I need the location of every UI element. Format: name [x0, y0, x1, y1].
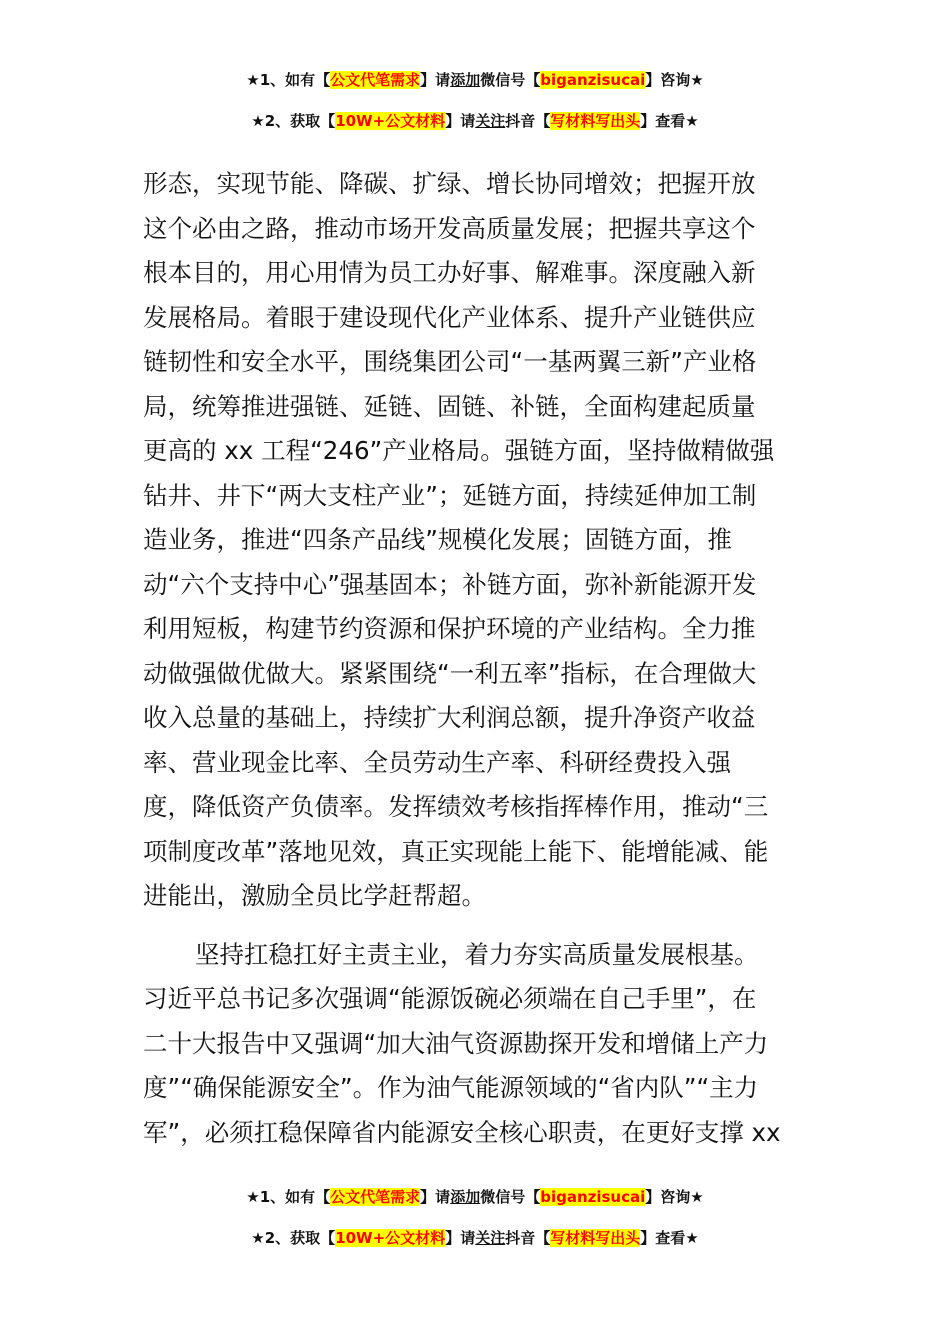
text-line: 动做强做优做大。紧紧围绕“一利五率”指标，在合理做大	[143, 658, 757, 688]
text-line: 度”“确保能源安全”。作为油气能源领域的“省内队”“主力	[143, 1073, 759, 1102]
promo-text: 】查看★	[640, 112, 699, 130]
footer-promo-line-1	[0, 1187, 950, 1207]
text-line: 动“六个支持中心”强基固本；补链方面，弥补新能源开发	[143, 569, 757, 599]
text-line: 更高的 xx 工程“246”产业格局。强链方面，坚持做精做强	[143, 436, 775, 465]
promo-text: 微信号【	[480, 1188, 541, 1206]
header-promo-line-2	[0, 111, 950, 131]
text-line: 利用短板，构建节约资源和保护环境的产业结构。全力推	[143, 614, 756, 643]
promo-highlight: 10W+公文材料	[335, 112, 446, 130]
text-line: 习近平总书记多次强调“能源饭碗必须端在自己手里”，在	[143, 984, 757, 1013]
promo-text: 】请	[420, 71, 451, 89]
promo-text: ★1、如有【	[246, 71, 331, 89]
text-line: 钻井、井下“两大支柱产业”；延链方面，持续延伸加工制	[143, 480, 757, 510]
text-line: 项制度改革”落地见效，真正实现能上能下、能增能减、能	[143, 836, 769, 866]
paragraph-2	[143, 933, 808, 1156]
promo-text: 】请	[445, 112, 476, 130]
promo-underlined: 关注	[475, 1229, 506, 1247]
promo-text: 】请	[420, 1188, 451, 1206]
text-line: 这个必由之路，推动市场开发高质量发展；把握共享这个	[143, 213, 756, 243]
text-line: 率、营业现金比率、全员劳动生产率、科研经费投入强	[143, 747, 731, 777]
text-line: 链韧性和安全水平，围绕集团公司“一基两翼三新”产业格	[143, 347, 757, 376]
text-line: 坚持扛稳扛好主责主业，着力夯实高质量发展根基。	[195, 939, 759, 969]
promo-text: 】查看★	[640, 1229, 699, 1247]
promo-underlined: 添加	[450, 71, 481, 89]
text-line: 二十大报告中又强调“加大油气资源勘探开发和增储上产力	[143, 1028, 769, 1058]
document-body	[143, 162, 808, 1155]
promo-highlight: 写材料写出头	[550, 1229, 641, 1247]
promo-text: 】咨询★	[645, 1188, 704, 1206]
promo-text: 】请	[445, 1229, 476, 1247]
promo-text: 微信号【	[480, 71, 541, 89]
promo-highlight: 公文代笔需求	[330, 71, 421, 89]
promo-text: ★2、获取【	[251, 112, 336, 130]
text-line: 发展格局。着眼于建设现代化产业体系、提升产业链供应	[143, 302, 756, 332]
paragraph-1	[143, 162, 808, 919]
promo-highlight: 10W+公文材料	[335, 1229, 446, 1247]
promo-underlined: 关注	[475, 112, 506, 130]
promo-text: 抖音【	[505, 1229, 551, 1247]
promo-highlight: biganzisucai	[540, 1188, 646, 1206]
footer-promo-line-2	[0, 1228, 950, 1248]
text-line: 造业务，推进“四条产品线”规模化发展；固链方面，推	[143, 525, 732, 554]
text-line: 军”，必须扛稳保障省内能源安全核心职责，在更好支撑 xx	[143, 1117, 781, 1147]
promo-highlight: 写材料写出头	[550, 112, 641, 130]
promo-highlight: 公文代笔需求	[330, 1188, 421, 1206]
text-line: 收入总量的基础上，持续扩大利润总额，提升净资产收益	[143, 703, 756, 732]
promo-text: 】咨询★	[645, 71, 704, 89]
text-line: 根本目的，用心用情为员工办好事、解难事。深度融入新	[143, 258, 756, 287]
text-line: 形态，实现节能、降碳、扩绿、增长协同增效；把握开放	[143, 169, 756, 198]
promo-text: 抖音【	[505, 112, 551, 130]
text-line: 进能出，激励全员比学赶帮超。	[143, 881, 486, 910]
text-line: 度，降低资产负债率。发挥绩效考核指挥棒作用，推动“三	[143, 792, 769, 821]
text-line: 局，统筹推进强链、延链、固链、补链，全面构建起质量	[143, 391, 756, 421]
promo-underlined: 添加	[450, 1188, 481, 1206]
promo-text: ★1、如有【	[246, 1188, 331, 1206]
promo-text: ★2、获取【	[251, 1229, 336, 1247]
promo-highlight: biganzisucai	[540, 71, 646, 89]
header-promo-line-1	[0, 70, 950, 90]
